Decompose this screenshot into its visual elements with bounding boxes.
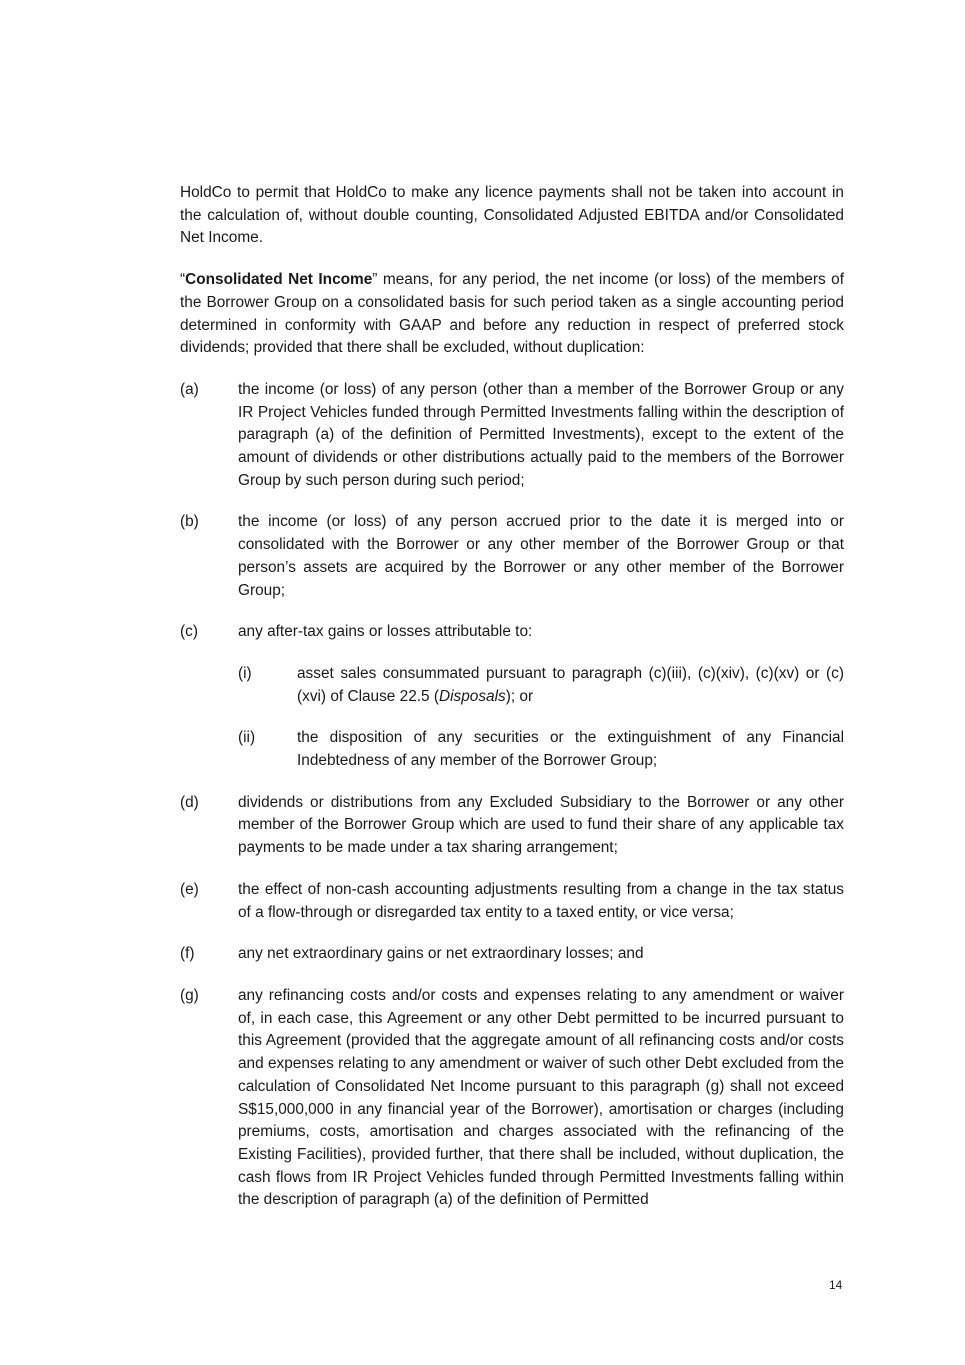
- sub-item-text-start: asset sales consummated pursuant to paragraph (c)(iii), (c)(xiv), (c)(xv) or (c)(xvi) of Clause 22.5 (: [297, 664, 844, 705]
- list-item-f: [180, 943, 844, 966]
- sub-item-text: [297, 663, 844, 708]
- item-marker: (d): [180, 793, 199, 811]
- list-item-a: [180, 379, 844, 493]
- item-text: any net extraordinary gains or net extraordinary losses; and: [238, 945, 644, 963]
- item-marker: (c): [180, 623, 198, 641]
- item-marker: (f): [180, 945, 195, 963]
- item-marker: (g): [180, 986, 199, 1004]
- item-text: any after-tax gains or losses attributable to:: [238, 623, 533, 641]
- open-quote: “: [180, 271, 186, 289]
- sub-item-text-end: ); or: [505, 687, 534, 705]
- sub-item-i: [238, 663, 844, 708]
- list-item-b: [180, 511, 844, 602]
- item-text: any refinancing costs and/or costs and expenses relating to any amendment or waiver of, in each case, this Agreement or any other Debt permitted to be incurred pursuant to this Agreement (provided that the aggregate amount of all refinancing costs and/or costs and expenses relating to any amendment or waiver of such other Debt excluded from the calculation of Consolidated Net Income pursuant to this paragraph (g) shall not exceed S$15,000,000 in any financial year of the Borrower), amortisation or charges (including premiums, costs, amortisation and charges associated with the refinancing of the Existing Facilities), provided further, that there shall be included, without duplication, the cash flows from IR Project Vehicles funded through Permitted Investments falling within the description of paragraph (a) of the definition of Permitted: [238, 986, 844, 1209]
- item-text: the effect of non-cash accounting adjustments resulting from a change in the tax status of a flow-through or disregarded tax entity to a taxed entity, or vice versa;: [238, 880, 844, 921]
- item-text: dividends or distributions from any Excluded Subsidiary to the Borrower or any other member of the Borrower Group which are used to fund their share of any applicable tax payments to be made under a tax sharing arrangement;: [238, 793, 844, 857]
- item-marker: (e): [180, 880, 199, 898]
- item-text: the income (or loss) of any person (other than a member of the Borrower Group or any IR Project Vehicles funded through Permitted Investments falling within the description of paragraph (a) of the definition of Permitted Investments), except to the extent of the amount of dividends or other distributions actually paid to the members of the Borrower Group by such person during such period;: [238, 380, 844, 489]
- list-item-g: [180, 985, 844, 1212]
- item-text: the income (or loss) of any person accrued prior to the date it is merged into or consolidated with the Borrower or any other member of the Borrower Group or that person’s assets are acquired by the Borrower or any other member of the Borrower Group;: [238, 513, 844, 599]
- list-item-c: [180, 621, 844, 644]
- definition-text: ” means, for any period, the net income (or loss) of the members of the Borrower Group on a consolidated basis for such period taken as a single accounting period determined in conformity with GAAP and before any reduction in respect of preferred stock dividends; provided that there shall be excluded, without duplication:: [180, 271, 844, 357]
- definition-paragraph: [180, 269, 844, 360]
- list-item-d: [180, 792, 844, 860]
- item-marker: (b): [180, 513, 199, 531]
- intro-paragraph: HoldCo to permit that HoldCo to make any licence payments shall not be taken into account in the calculation of, without double counting, Consolidated Adjusted EBITDA and/or Consolidated Net Income.: [180, 184, 844, 247]
- item-marker: (a): [180, 380, 199, 398]
- document-page: [180, 182, 844, 1231]
- page-number: 14: [829, 1278, 843, 1292]
- sub-item-marker: (ii): [238, 729, 256, 747]
- sub-item-marker: (i): [238, 664, 252, 682]
- defined-term: Consolidated Net Income: [185, 271, 373, 289]
- list-item-e: [180, 879, 844, 924]
- clause-title: Disposals: [439, 687, 506, 705]
- sub-item-ii: [238, 727, 844, 772]
- sub-item-text: the disposition of any securities or the extinguishment of any Financial Indebtedness of any member of the Borrower Group;: [297, 729, 844, 770]
